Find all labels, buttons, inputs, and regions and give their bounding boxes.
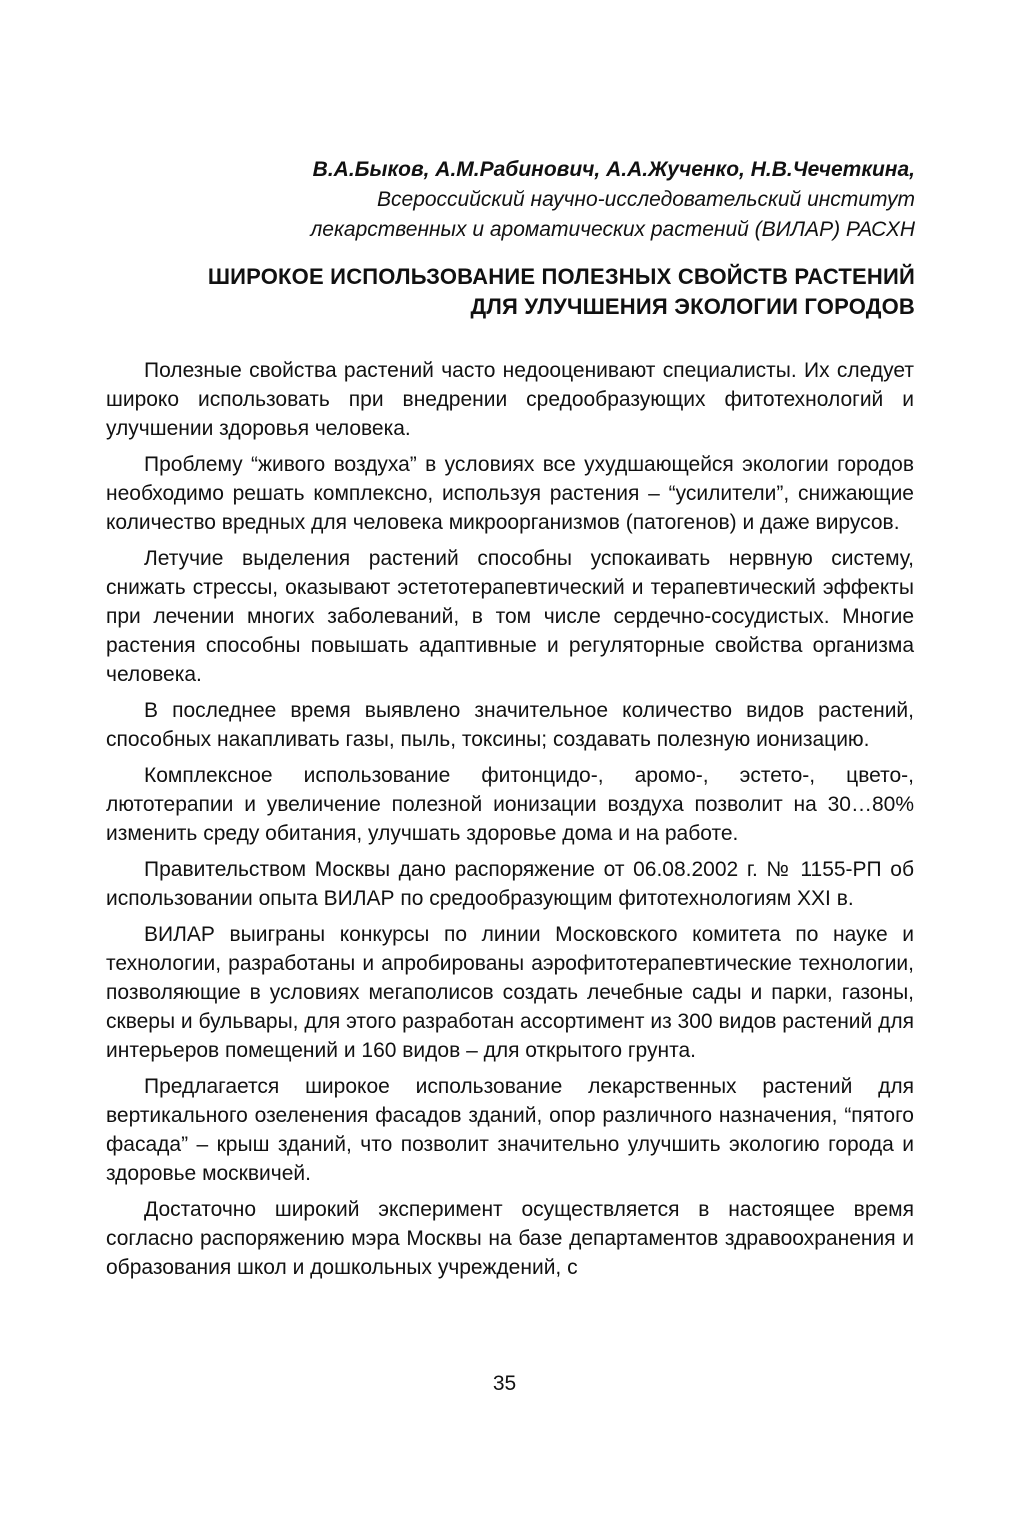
paragraph: Правительством Москвы дано распоряжение от 06.08.2002 г. № 1155-РП об использовании опыта ВИЛАР по средообразующим фитотехнологиям XXI в.: [106, 858, 914, 910]
page-number: 35: [492, 1372, 517, 1395]
paragraph: Летучие выделения растений способны успокаивать нервную систему, снижать стрессы, оказывают эстетотерапевтический и терапевтический эффекты при лечении многих заболеваний, в том числе сердечно-сосудистых. Многие растения способны повышать адаптивные и регуляторные свойства организма человека.: [106, 547, 914, 686]
paragraph: ВИЛАР выиграны конкурсы по линии Московского комитета по науке и технологии, разработаны и апробированы аэрофитотерапевтические технологии, позволяющие в условиях мегаполисов создать лечебные сады и парки, газоны, скверы и бульвары, для этого разработан ассортимент из 300 видов растений для интерьеров помещений и 160 видов – для открытого грунта.: [106, 923, 914, 1062]
affiliation-line-2: лекарственных и ароматических растений (ВИЛАР) РАСХН: [310, 218, 915, 241]
article-title: [100, 262, 915, 322]
paragraph: Предлагается широкое использование лекарственных растений для вертикального озеленения фасадов зданий, опор различного назначения, “пятого фасада” – крыш зданий, что позволит значительно улучшить экологию города и здоровье москвичей.: [106, 1075, 914, 1185]
paragraph: Достаточно широкий эксперимент осуществляется в настоящее время согласно распоряжению мэра Москвы на базе департаментов здравоохранения и образования школ и дошкольных учреждений, с: [106, 1198, 914, 1279]
authors-line: В.А.Быков, А.М.Рабинович, А.А.Жученко, Н.В.Чечеткина,: [312, 158, 915, 181]
title-line-2: ДЛЯ УЛУЧШЕНИЯ ЭКОЛОГИИ ГОРОДОВ: [470, 294, 915, 319]
paragraph: В последнее время выявлено значительное количество видов растений, способных накапливать газы, пыль, токсины; создавать полезную ионизацию.: [106, 699, 914, 751]
title-line-1: ШИРОКОЕ ИСПОЛЬЗОВАНИЕ ПОЛЕЗНЫХ СВОЙСТВ РАСТЕНИЙ: [207, 264, 915, 289]
article-header: [100, 155, 915, 245]
affiliation-line-1: Всероссийский научно-исследовательский институт: [377, 188, 915, 211]
article-body: [106, 356, 914, 1289]
paragraph: Комплексное использование фитонцидо-, аромо-, эстето-, цвето-, лютотерапии и увеличение полезной ионизации воздуха позволит на 30…80% изменить среду обитания, улучшать здоровье дома и на работе.: [106, 764, 914, 845]
paragraph: Полезные свойства растений часто недооценивают специалисты. Их следует широко использовать при внедрении средообразующих фитотехнологий и улучшении здоровья человека.: [106, 359, 914, 440]
paragraph: Проблему “живого воздуха” в условиях все ухудшающейся экологии городов необходимо решать комплексно, используя растения – “усилители”, снижающие количество вредных для человека микроорганизмов (патогенов) и даже вирусов.: [106, 453, 914, 534]
